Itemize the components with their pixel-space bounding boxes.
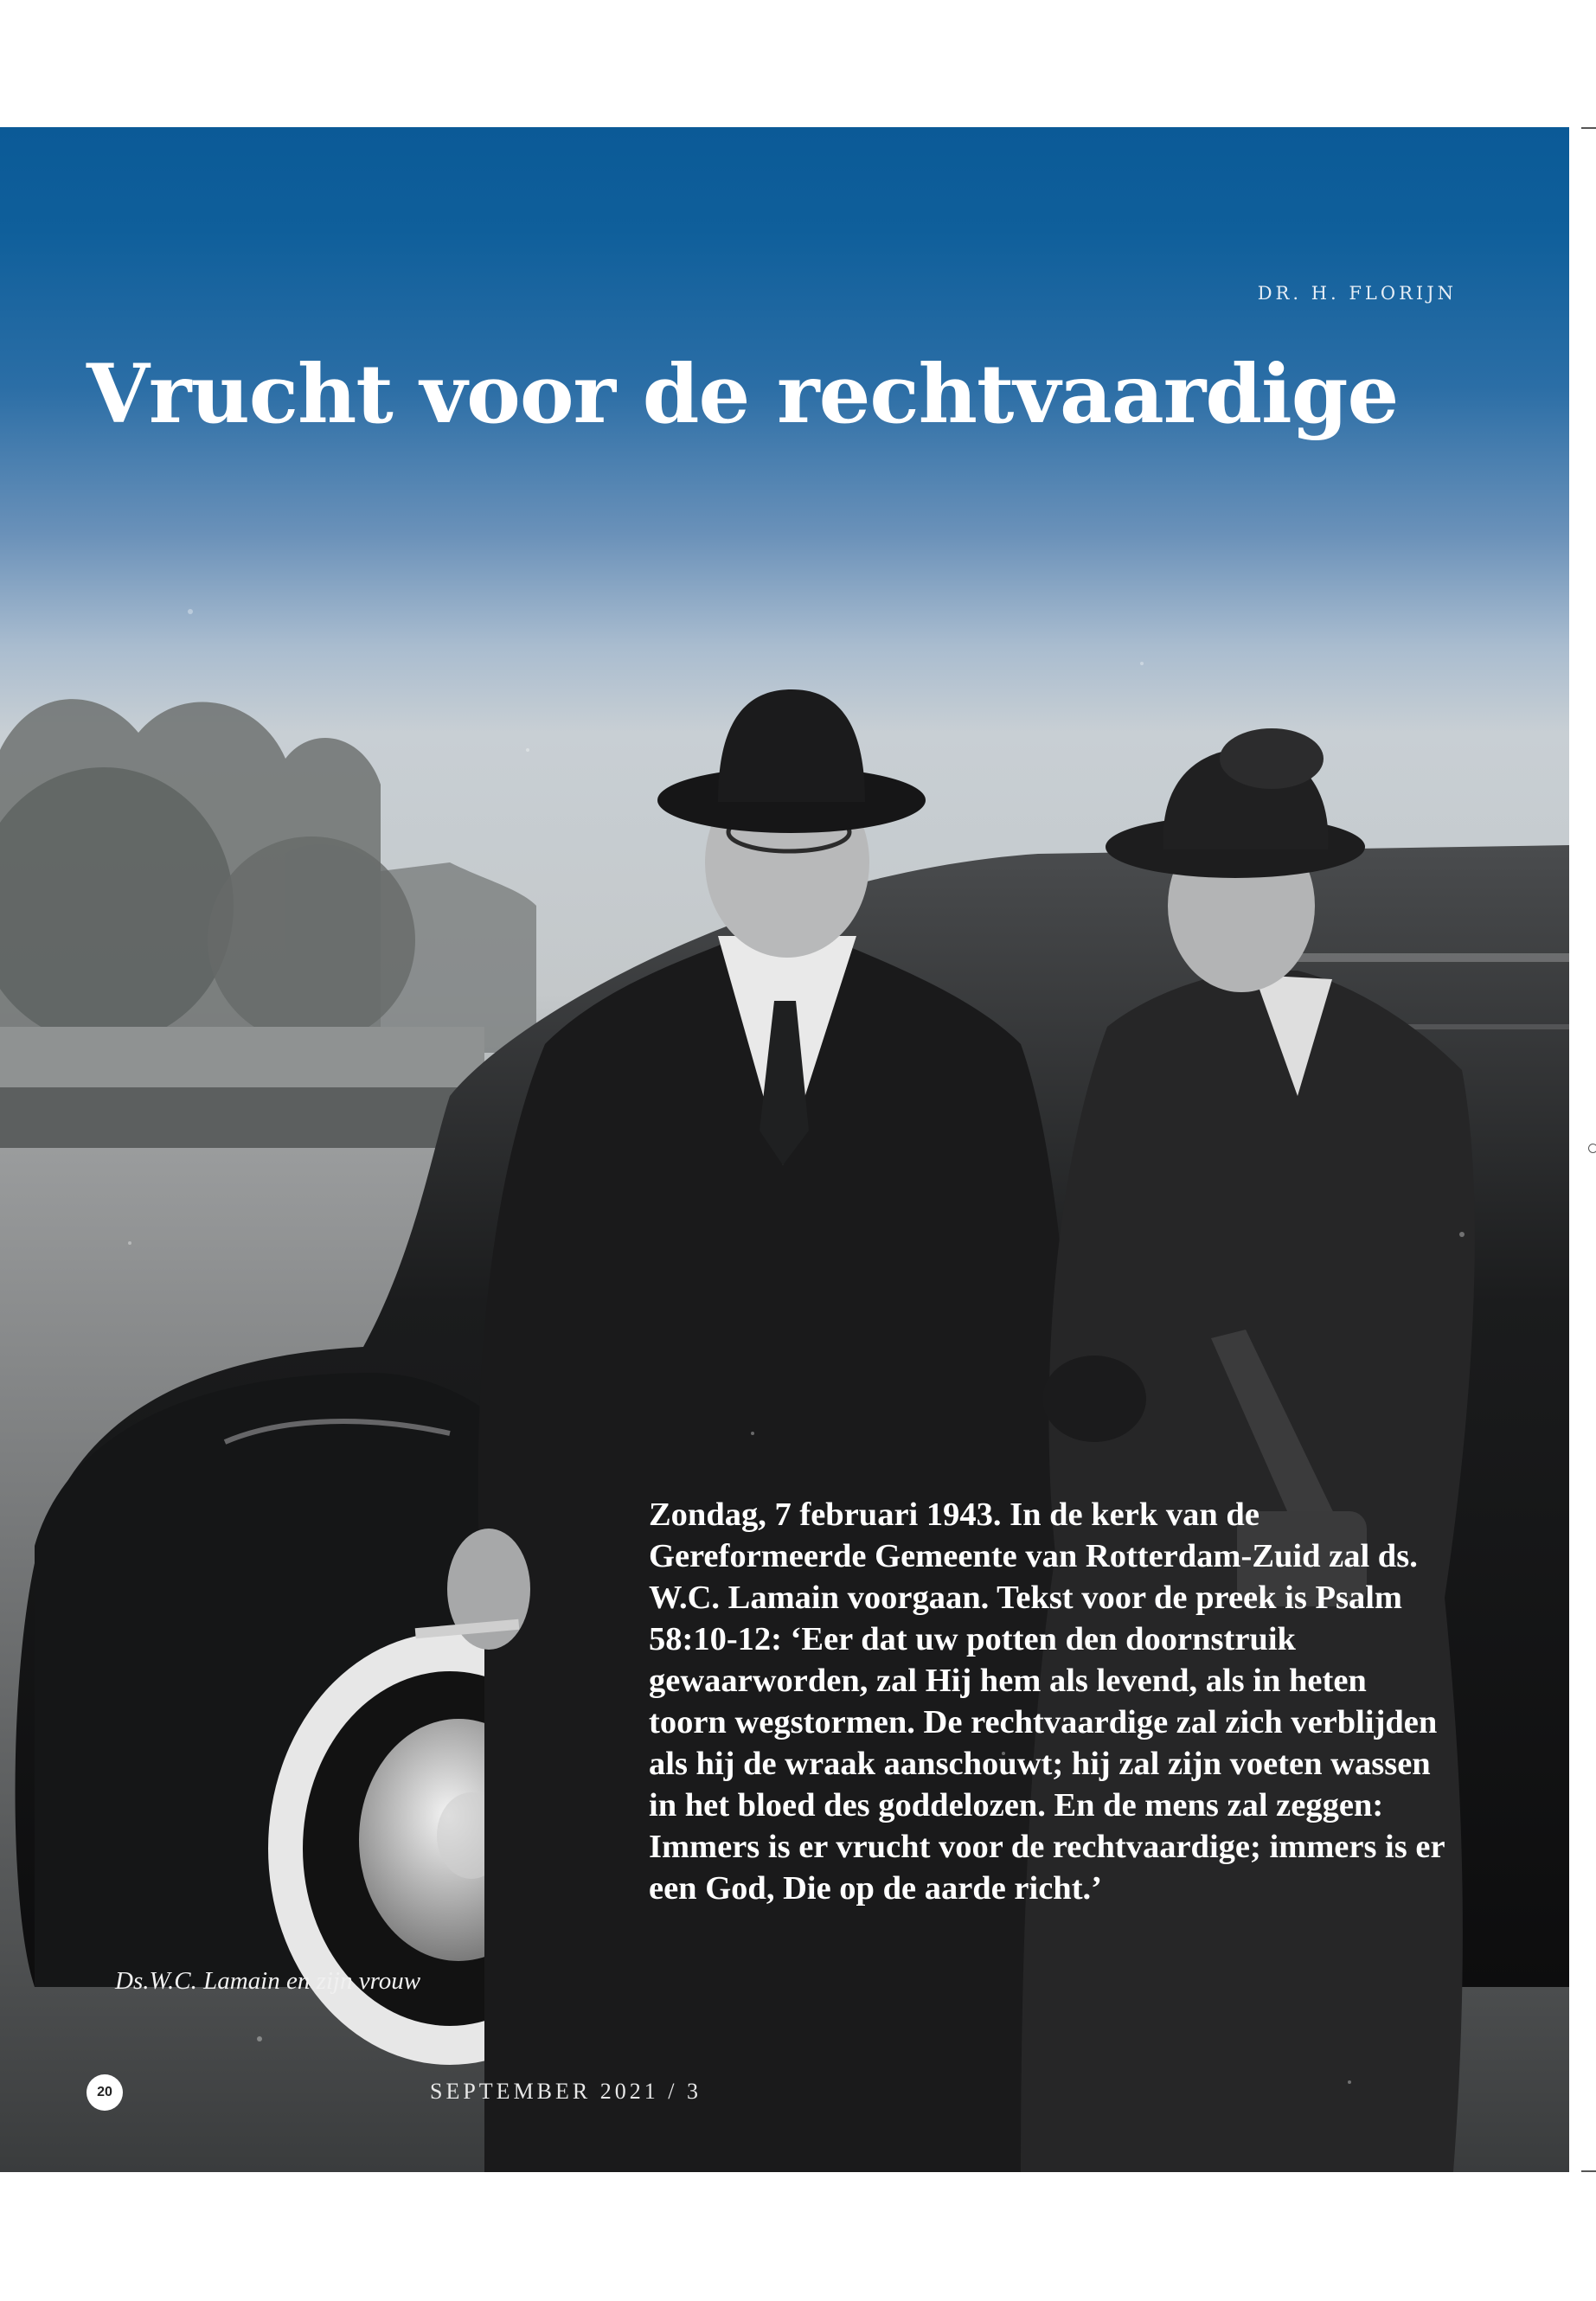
photo-caption: Ds.W.C. Lamain en zijn vrouw	[115, 1967, 421, 1995]
article-intro: Zondag, 7 februari 1943. In de kerk van de Gereformeerde Gemeente van Rotterdam-Zuid zal ds. W.C. Lamain voorgaan. Tekst voor de preek is Psalm 58:10-12: ‘Eer dat uw potten den doornstruik gewaarworden, zal Hij hem als levend, als in heten toorn wegstormen. De rechtvaardige zal zich verblijden als hij de wraak aanschouwt; hij zal zijn voeten wassen in het bloed des goddelozen. En de mens zal zeggen: Immers is er vrucht voor de rechtvaardige; immers is er een God, Die op de aarde richt.’	[649, 1497, 1445, 1907]
background-trees	[0, 699, 536, 1053]
article-title: Vrucht voor de rechtvaardige	[87, 347, 1399, 442]
page-number-badge: 20	[87, 2074, 123, 2111]
author-byline: DR. H. FLORIJN	[1257, 283, 1457, 304]
photo-spread	[0, 127, 1569, 2172]
crop-mark-bottom	[1581, 2170, 1596, 2172]
background-hedge	[0, 1087, 484, 1148]
issue-label: SEPTEMBER 2021 / 3	[430, 2079, 702, 2104]
crop-mark-top	[1581, 127, 1596, 129]
background-wall	[0, 1027, 484, 1087]
crop-mark-middle	[1588, 1144, 1596, 1153]
